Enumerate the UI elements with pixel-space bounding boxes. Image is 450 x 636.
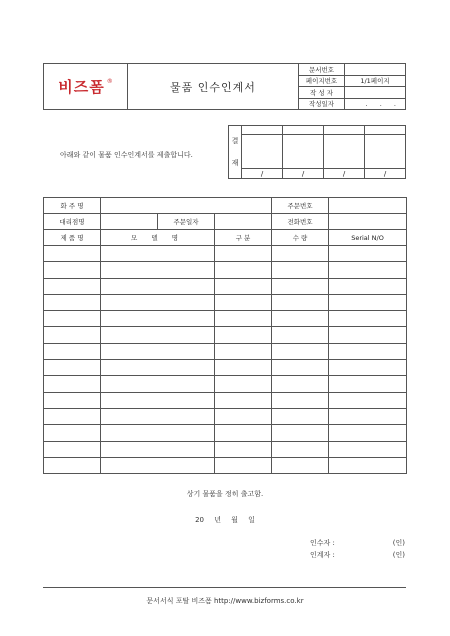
table-cell[interactable] — [44, 294, 101, 310]
table-row — [44, 408, 407, 424]
table-cell[interactable] — [44, 457, 101, 473]
logo-text: 비즈폼 — [58, 78, 105, 96]
table-cell[interactable] — [329, 360, 407, 376]
table-cell[interactable] — [215, 441, 272, 457]
table-cell[interactable] — [329, 441, 407, 457]
approval-side-top: 결 — [231, 137, 239, 145]
table-cell[interactable] — [272, 360, 329, 376]
table-cell[interactable] — [272, 376, 329, 392]
table-cell[interactable] — [329, 457, 407, 473]
table-cell[interactable] — [101, 262, 215, 278]
document-title: 물품 인수인계서 — [128, 64, 299, 110]
table-cell[interactable] — [272, 294, 329, 310]
footer-divider — [43, 587, 406, 588]
table-cell[interactable] — [101, 360, 215, 376]
table-cell[interactable] — [101, 311, 215, 327]
column-header-quantity: 수 량 — [272, 230, 329, 246]
table-cell[interactable] — [101, 392, 215, 408]
table-cell[interactable] — [44, 408, 101, 424]
table-row — [44, 311, 407, 327]
table-cell[interactable] — [329, 246, 407, 262]
approval-date-cell[interactable]: / — [324, 169, 365, 179]
table-cell[interactable] — [215, 360, 272, 376]
logo-cell — [44, 64, 128, 110]
table-cell[interactable] — [215, 343, 272, 359]
footer-text: 문서서식 포탈 비즈폼 http://www.bizforms.co.kr — [146, 597, 304, 605]
approval-sign-cell[interactable] — [365, 135, 406, 169]
table-cell[interactable] — [272, 392, 329, 408]
approval-title-cell[interactable] — [242, 126, 283, 135]
table-cell[interactable] — [215, 392, 272, 408]
transferor-label: 인계자 : — [310, 551, 335, 559]
meta-value-date[interactable]: . . . — [345, 98, 406, 110]
intro-text: 아래와 같이 물품 인수인계서를 제출합니다. — [60, 151, 193, 159]
table-cell[interactable] — [101, 408, 215, 424]
order-date-label: 주문일자 — [158, 214, 215, 230]
phone-field[interactable] — [329, 214, 407, 230]
table-cell[interactable] — [215, 457, 272, 473]
table-cell[interactable] — [272, 457, 329, 473]
agency-field[interactable] — [101, 214, 158, 230]
table-cell[interactable] — [329, 294, 407, 310]
approval-side-label — [229, 126, 242, 179]
table-cell[interactable] — [44, 246, 101, 262]
meta-value-doc-number[interactable] — [345, 64, 406, 76]
table-cell[interactable] — [101, 376, 215, 392]
receiver-seal[interactable]: (인) — [392, 539, 405, 547]
table-cell[interactable] — [272, 246, 329, 262]
receiver-label: 인수자 : — [310, 539, 335, 547]
date-line: 20 년 월 일 — [195, 516, 255, 524]
table-cell[interactable] — [215, 425, 272, 441]
table-row — [44, 278, 407, 294]
table-row — [44, 457, 407, 473]
table-cell[interactable] — [272, 262, 329, 278]
table-cell[interactable] — [44, 360, 101, 376]
table-cell[interactable] — [215, 408, 272, 424]
agency-label: 대리점명 — [44, 214, 101, 230]
table-cell[interactable] — [329, 327, 407, 343]
table-cell[interactable] — [215, 246, 272, 262]
table-cell[interactable] — [329, 278, 407, 294]
table-cell[interactable] — [272, 278, 329, 294]
table-cell[interactable] — [215, 327, 272, 343]
table-cell[interactable] — [215, 311, 272, 327]
table-cell[interactable] — [101, 278, 215, 294]
table-cell[interactable] — [101, 294, 215, 310]
table-row — [44, 441, 407, 457]
bizform-logo — [58, 76, 112, 97]
approval-sign-cell[interactable] — [283, 135, 324, 169]
meta-label-author: 작 성 자 — [299, 87, 345, 99]
table-cell[interactable] — [329, 376, 407, 392]
table-cell[interactable] — [329, 392, 407, 408]
table-row — [44, 392, 407, 408]
table-cell[interactable] — [272, 441, 329, 457]
table-cell[interactable] — [272, 425, 329, 441]
table-cell[interactable] — [329, 425, 407, 441]
table-row — [44, 327, 407, 343]
table-cell[interactable] — [44, 311, 101, 327]
registered-mark-icon: ® — [106, 78, 113, 85]
table-cell[interactable] — [44, 262, 101, 278]
table-cell[interactable] — [329, 262, 407, 278]
table-cell[interactable] — [101, 246, 215, 262]
table-cell[interactable] — [44, 392, 101, 408]
transferor-seal[interactable]: (인) — [392, 551, 405, 559]
table-cell[interactable] — [215, 376, 272, 392]
meta-label-doc-number: 문서번호 — [299, 64, 345, 76]
meta-value-author[interactable] — [345, 87, 406, 99]
column-header-product: 제 품 명 — [44, 230, 101, 246]
table-cell[interactable] — [101, 441, 215, 457]
order-number-field[interactable] — [329, 198, 407, 214]
approval-date-cell[interactable]: / — [365, 169, 406, 179]
column-header-type: 구 분 — [215, 230, 272, 246]
table-cell[interactable] — [101, 343, 215, 359]
customer-label: 화 주 명 — [44, 198, 101, 214]
approval-sign-cell[interactable] — [242, 135, 283, 169]
approval-box — [228, 125, 406, 179]
table-row — [44, 425, 407, 441]
order-number-label: 주문번호 — [272, 198, 329, 214]
table-row — [44, 376, 407, 392]
table-row — [44, 360, 407, 376]
meta-label-page-number: 페이지번호 — [299, 75, 345, 87]
approval-date-cell[interactable]: / — [283, 169, 324, 179]
column-header-model: 모 델 명 — [101, 230, 215, 246]
table-row — [44, 343, 407, 359]
table-cell[interactable] — [329, 408, 407, 424]
item-rows — [44, 246, 407, 474]
approval-title-cell[interactable] — [324, 126, 365, 135]
table-cell[interactable] — [329, 343, 407, 359]
approval-title-cell[interactable] — [365, 126, 406, 135]
item-table — [43, 197, 407, 474]
table-cell[interactable] — [272, 343, 329, 359]
phone-label: 전화번호 — [272, 214, 329, 230]
customer-field[interactable] — [101, 198, 272, 214]
approval-sign-cell[interactable] — [324, 135, 365, 169]
table-cell[interactable] — [44, 441, 101, 457]
release-statement: 상기 물품을 정히 출고함. — [186, 490, 264, 498]
table-cell[interactable] — [215, 278, 272, 294]
table-row — [44, 246, 407, 262]
table-cell[interactable] — [272, 408, 329, 424]
table-cell[interactable] — [329, 311, 407, 327]
table-row — [44, 262, 407, 278]
table-cell[interactable] — [272, 311, 329, 327]
table-cell[interactable] — [272, 327, 329, 343]
column-header-serial: Serial N/O — [329, 230, 407, 246]
signature-block — [310, 537, 405, 561]
document-header — [43, 63, 406, 110]
table-cell[interactable] — [44, 343, 101, 359]
table-cell[interactable] — [215, 262, 272, 278]
approval-side-bottom: 재 — [231, 159, 239, 167]
table-cell[interactable] — [215, 294, 272, 310]
table-cell[interactable] — [44, 327, 101, 343]
meta-value-page-number[interactable]: 1/1페이지 — [345, 75, 406, 87]
meta-label-date: 작성일자 — [299, 98, 345, 110]
table-cell[interactable] — [44, 278, 101, 294]
approval-date-cell[interactable]: / — [242, 169, 283, 179]
approval-title-cell[interactable] — [283, 126, 324, 135]
table-cell[interactable] — [101, 425, 215, 441]
table-cell[interactable] — [44, 425, 101, 441]
table-cell[interactable] — [44, 376, 101, 392]
order-date-field[interactable] — [215, 214, 272, 230]
table-row — [44, 294, 407, 310]
table-cell[interactable] — [101, 327, 215, 343]
table-cell[interactable] — [101, 457, 215, 473]
